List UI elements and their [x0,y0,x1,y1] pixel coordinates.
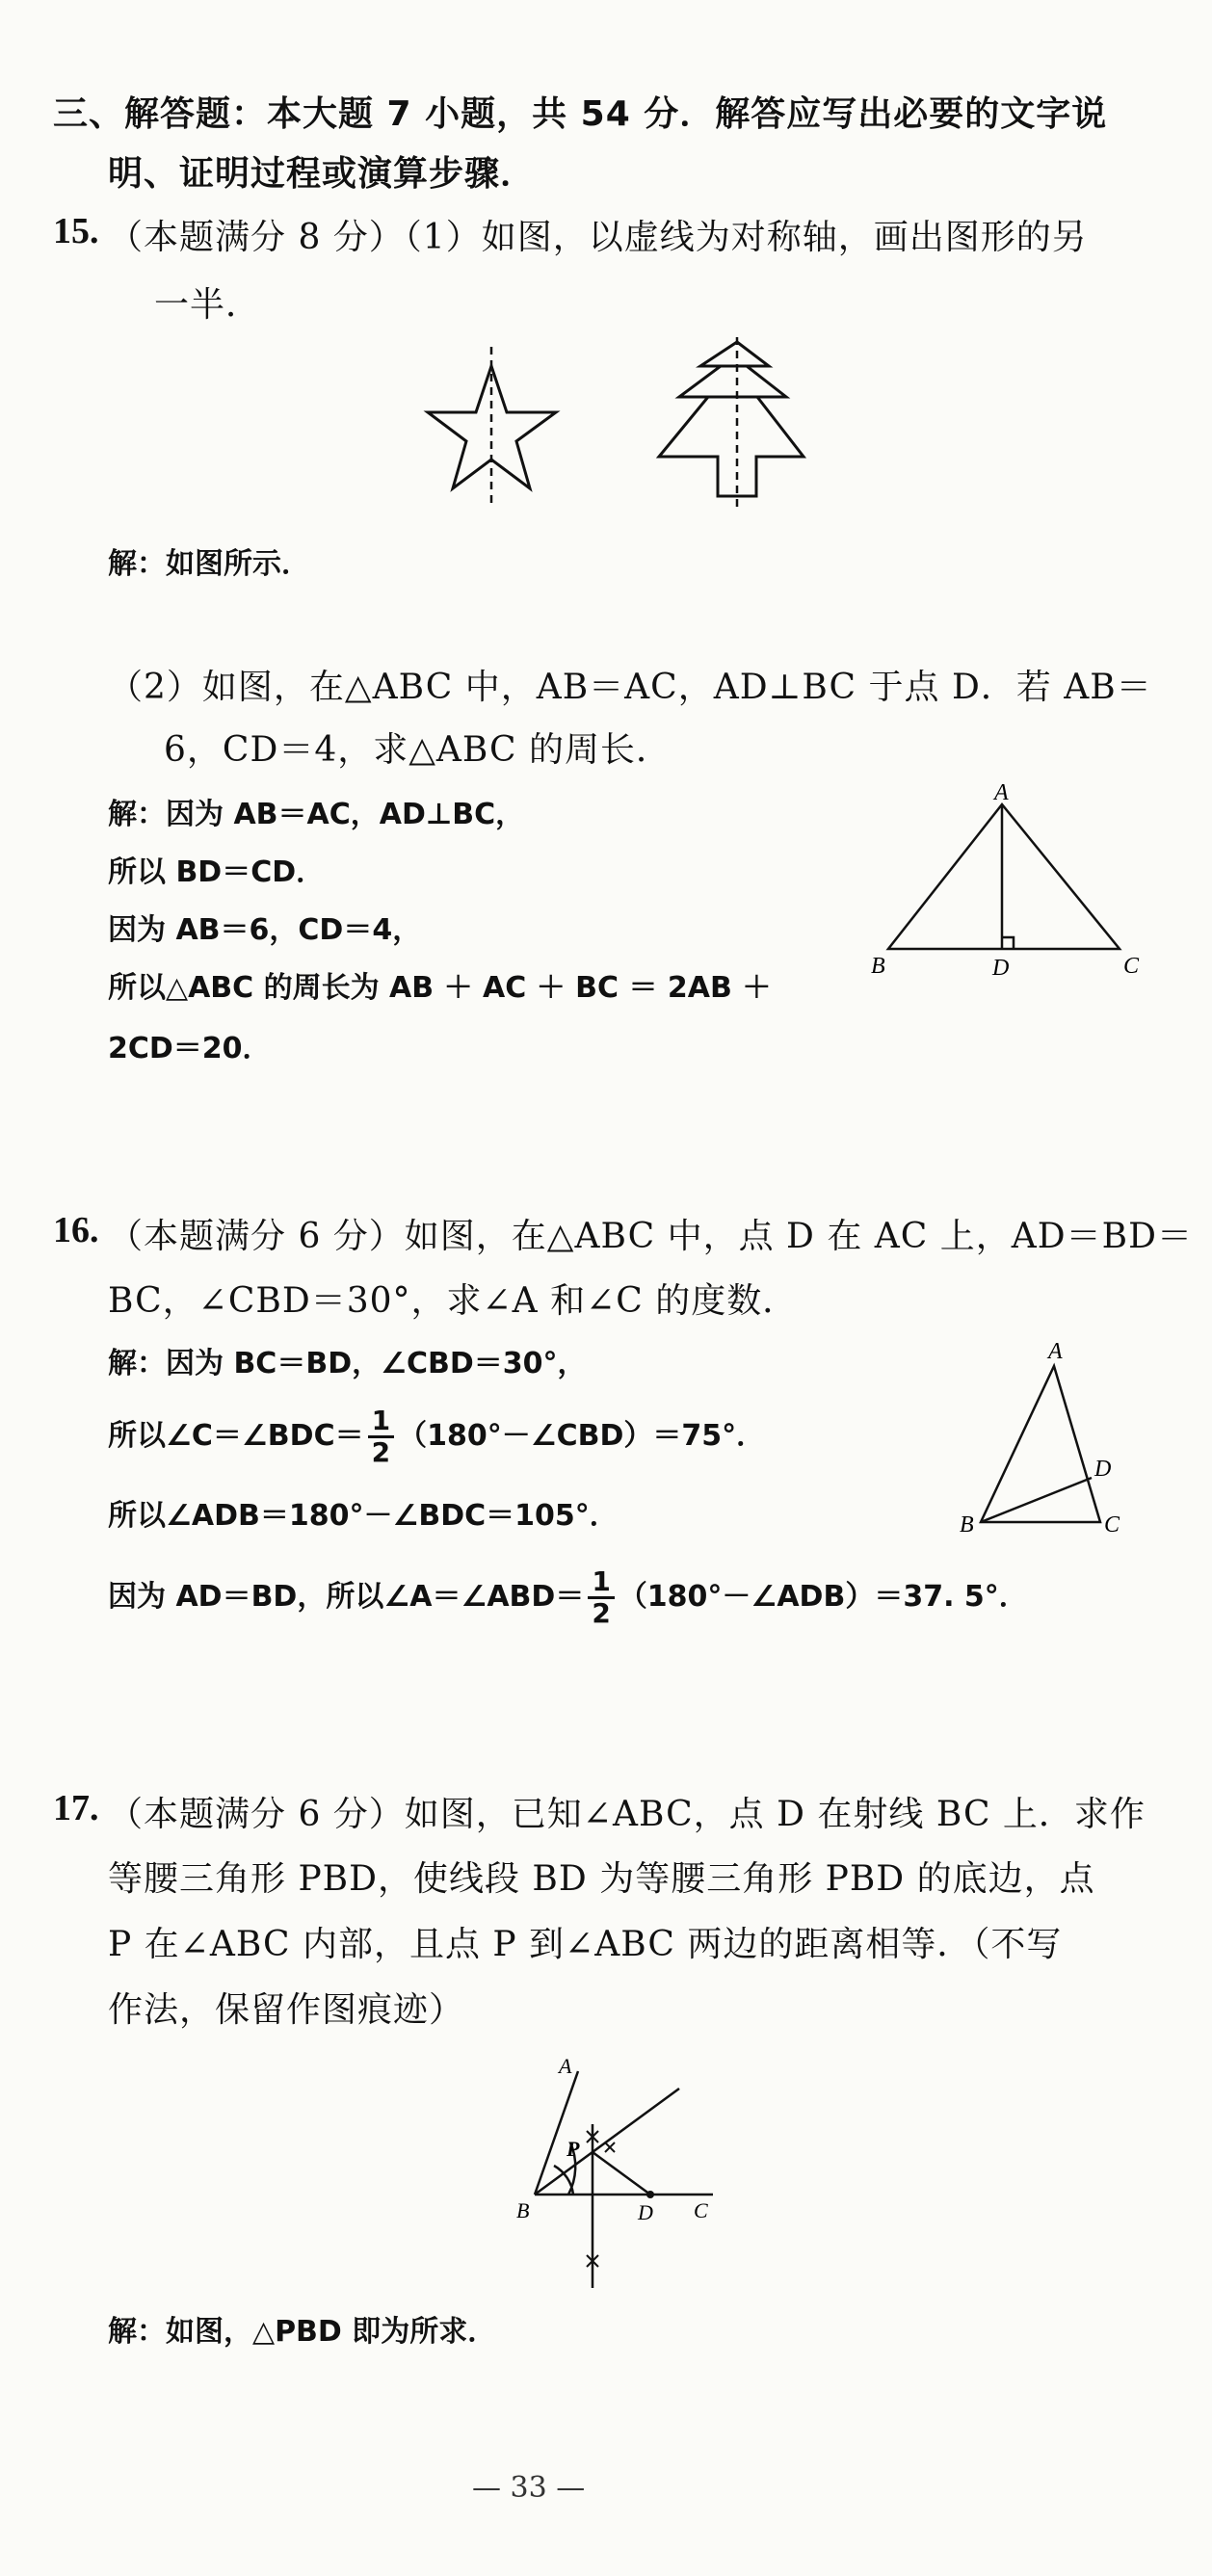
section-heading-line1: 三、解答题：本大题 7 小题，共 54 分．解答应写出必要的文字说 [53,94,1108,134]
q16-sol4-post: （180°－∠ADB）＝37. 5°． [618,1580,1028,1614]
q15-solution-line3: 因为 AB＝6，CD＝4， [108,913,422,947]
point-d [646,2191,654,2198]
q16-solution-line1: 解：因为 BC＝BD，∠CBD＝30°， [108,1347,587,1380]
label-a: A [1048,1339,1063,1364]
label-c: C [1123,954,1140,979]
fraction-half: $\frac{1}{2}$ [588,1567,614,1628]
q15-solution-line1: 解：因为 AB＝AC，AD⊥BC， [108,798,525,831]
q15-part2-line2: 6，CD＝4，求△ABC 的周长． [164,730,672,770]
right-angle-mark [1002,937,1014,949]
bisector [535,2089,679,2195]
label-d: D [992,956,1010,981]
segment-pd [593,2152,650,2195]
q15-part1-line1: （本题满分 8 分）（1）如图，以虚线为对称轴，画出图形的另 [108,218,1088,257]
q17-number: 17. [53,1788,99,1828]
label-c: C [694,2198,708,2222]
page-number: — 33 — [472,2471,586,2505]
q16-line1: （本题满分 6 分）如图，在△ABC 中，点 D 在 AC 上，AD＝BD＝ [108,1217,1193,1256]
q17-line3: P 在∠ABC 内部，且点 P 到∠ABC 两边的距离相等．（不写 [108,1925,1063,1964]
q17-construction-figure [501,2052,732,2293]
q16-triangle-figure [954,1329,1146,1546]
label-p: P [566,2137,580,2161]
q16-sol4-pre: 因为 AD＝BD，所以∠A＝∠ABD＝ [108,1580,585,1614]
q16-sol2-post: （180°－∠CBD）＝75°． [398,1419,766,1453]
q16-sol2-pre: 所以∠C＝∠BDC＝ [108,1419,364,1453]
q15-solution-line5: 2CD＝20． [108,1032,272,1065]
q15-solution-line4: 所以△ABC 的周长为 AB ＋ AC ＋ BC ＝ 2AB ＋ [108,971,772,1005]
label-a: A [559,2054,572,2078]
label-d: D [638,2200,653,2224]
ray-ba [535,2071,578,2195]
q16-number: 16. [53,1210,99,1250]
q15-part2-line1: （2）如图，在△ABC 中，AB＝AC，AD⊥BC 于点 D．若 AB＝ [108,668,1152,707]
q15-triangle-figure [867,780,1156,987]
q16-solution-line4 [108,1567,1028,1628]
label-c: C [1104,1512,1120,1538]
q15-part1-line2: 一半． [154,285,262,325]
q17-line2: 等腰三角形 PBD，使线段 BD 为等腰三角形 PBD 的底边，点 [108,1859,1095,1899]
label-b: B [516,2198,530,2222]
fraction-half: $\frac{1}{2}$ [368,1406,394,1467]
label-b: B [960,1512,974,1538]
q17-answer: 解：如图，△PBD 即为所求． [108,2315,497,2349]
triangle-abc [888,804,1120,949]
q17-line1: （本题满分 6 分）如图，已知∠ABC，点 D 在射线 BC 上．求作 [108,1795,1146,1834]
section-heading-line2: 明、证明过程或演算步骤． [108,154,537,194]
q15-figure-star-tree [414,337,848,520]
label-b: B [871,954,885,979]
q16-solution-line2 [108,1406,765,1467]
q15-solution-line2: 所以 BD＝CD． [108,855,326,889]
q15-number: 15. [53,211,99,251]
label-d: D [1094,1457,1112,1482]
q17-line4: 作法，保留作图痕迹） [108,1990,465,2030]
label-a: A [994,780,1009,805]
q16-solution-line3: 所以∠ADB＝180°－∠BDC＝105°． [108,1499,619,1533]
q15-part1-answer: 解：如图所示． [108,547,310,581]
tree-shape [659,342,804,496]
q16-line2: BC，∠CBD＝30°，求∠A 和∠C 的度数． [108,1281,799,1321]
